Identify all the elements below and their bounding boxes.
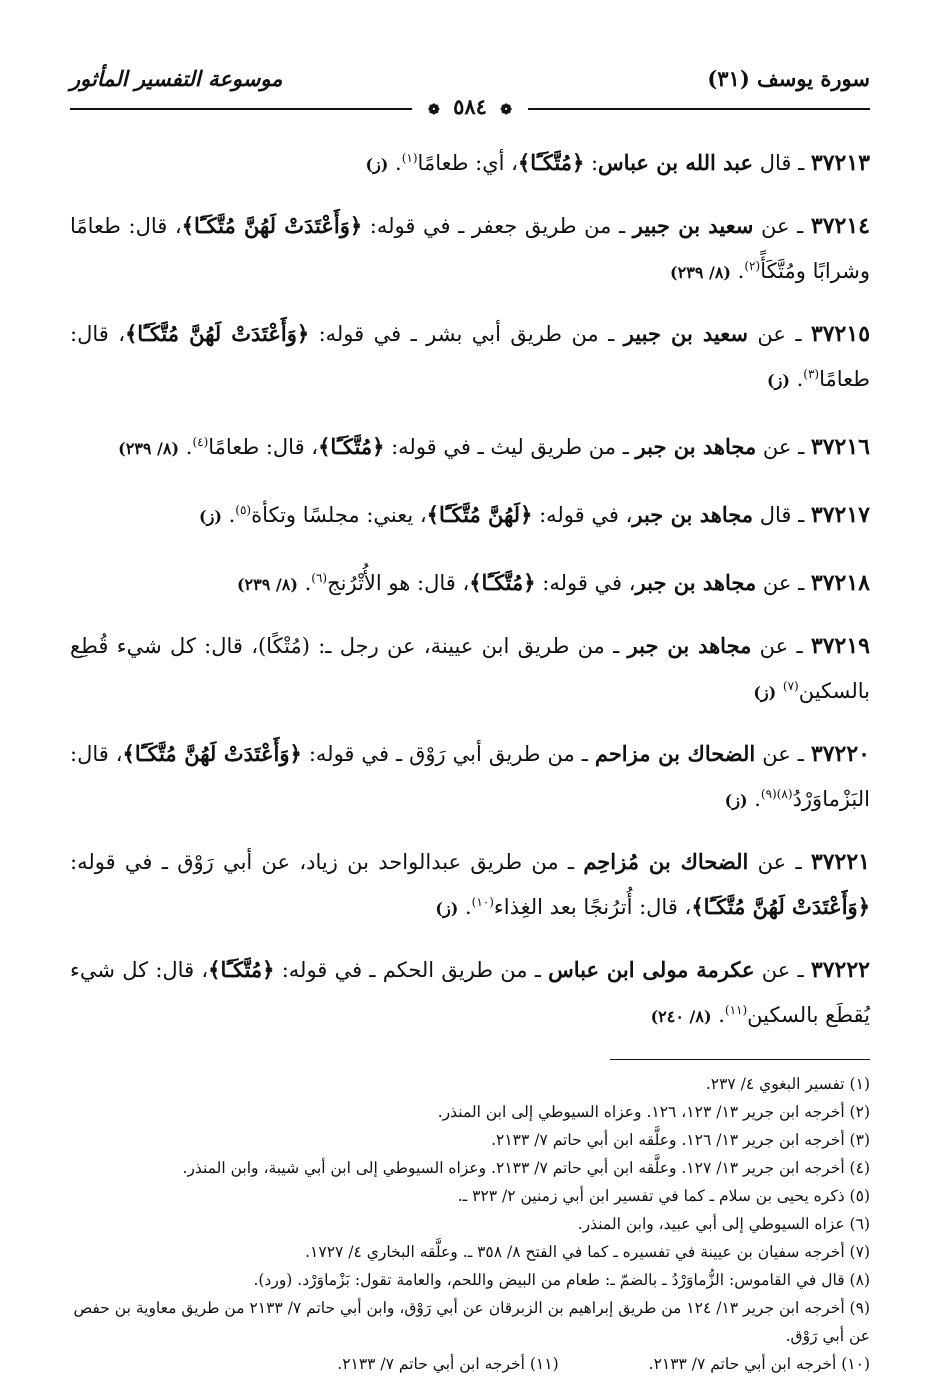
narrator-name: مجاهد بن جبر	[635, 570, 757, 595]
narration-entry	[70, 490, 870, 537]
narrator-name: سعيد بن جبير	[632, 213, 754, 238]
quran-quote: ﴿وَأَعْتَدَتْ لَهُنَّ مُتَّكَـًٔا﴾	[691, 894, 870, 919]
footnote: (٢) أخرجه ابن جرير ١٣/ ١٢٣، ١٢٦. وعزاه السيوطي إلى ابن المنذر.	[437, 1103, 870, 1121]
narration-text: ـ عن	[748, 850, 811, 874]
narration-number: ٣٧٢١٧	[810, 502, 870, 528]
narration-text: ، قال: البَزْماوَرْدُ	[70, 742, 870, 811]
narration-text: .	[297, 571, 312, 595]
narration-number: ٣٧٢١٥	[810, 321, 871, 347]
narration-entry	[70, 842, 870, 929]
narration-text: ـ من طريق جعفر ـ في قوله:	[362, 214, 633, 238]
narration-number: ٣٧٢١٦	[810, 434, 870, 460]
footnote: (١٠) أخرجه ابن أبي حاتم ٧/ ٢١٣٣.	[648, 1355, 870, 1373]
narration-text: ، قال: طعامًا	[208, 435, 319, 459]
sura-title: سورة يوسف (٣١)	[707, 66, 870, 91]
narration-text: ـ عن	[751, 634, 811, 658]
narration-text: ـ من طريق عبدالواحد بن زياد، عن أبي رَوْق ـ في قوله:	[70, 850, 584, 874]
narration-text: ، في قوله:	[532, 503, 633, 527]
quran-quote: ﴿مُتَّكَـًٔا﴾	[318, 434, 385, 459]
page-number: ٥٨٤	[453, 94, 487, 119]
narration-text	[776, 679, 783, 703]
narration-text: .	[711, 1003, 725, 1027]
quran-quote: ﴿لَهُنَّ مُتَّكَـًٔا﴾	[426, 502, 533, 527]
narration-text: .	[221, 503, 236, 527]
narration-entry	[70, 422, 870, 469]
footnote: (٤) أخرجه ابن جرير ١٣/ ١٢٧. وعلَّقه ابن أبي حاتم ٧/ ٢١٣٣. وعزاه السيوطي إلى ابن أبي شيبة، وابن المنذر.	[182, 1159, 870, 1177]
narration-text: ـ عن	[754, 958, 811, 982]
narrations-list	[70, 138, 870, 1037]
footnote-ref[interactable]: (٧)	[782, 679, 799, 693]
page-number-block	[412, 94, 528, 119]
book-title: موسوعة التفسير المأثور	[70, 66, 283, 91]
narration-text: .	[388, 151, 402, 175]
footnote: (٥) ذكره يحيى بن سلام ـ كما في تفسير ابن أبي زمنين ٢/ ٣٢٣ ـ.	[457, 1187, 870, 1205]
narration-number: ٣٧٢١٩	[810, 633, 870, 659]
footnote-ref[interactable]: (٥)	[235, 503, 252, 517]
narration-text: ـ من طريق ابن عيينة، عن رجل ـ: (مُتْكًا)، قال: كل شيء قُطِع بالسكين	[70, 634, 870, 703]
quran-quote: ﴿وَأَعْتَدَتْ لَهُنَّ مُتَّكَـًٔا﴾	[124, 321, 310, 346]
source-ref: (٨/ ٢٤٠)	[650, 1007, 712, 1026]
quran-quote: ﴿وَأَعْتَدَتْ لَهُنَّ مُتَّكَـًٔا﴾	[122, 741, 302, 766]
page	[70, 62, 871, 1373]
narration-number: ٣٧٢١٨	[810, 570, 870, 596]
footnote-divider	[610, 1059, 870, 1060]
source-ref: (ز)	[365, 155, 389, 174]
narration-number: ٣٧٢١٣	[810, 150, 870, 176]
narrator-name: الضحاك بن مُزاحِم	[583, 849, 749, 874]
narration-entry	[70, 138, 870, 185]
narration-entry	[70, 558, 870, 605]
narration-text: ـ من طريق ليث ـ في قوله:	[384, 435, 636, 459]
footnote-row	[70, 1350, 870, 1378]
footnotes	[70, 1070, 870, 1378]
ornament-icon: ❁	[428, 102, 440, 118]
narration-text: ـ من طريق أبي رَوْق ـ في قوله:	[301, 742, 595, 766]
narrator-name: مجاهد بن جبر	[627, 633, 752, 658]
narration-text: ـ عن	[747, 322, 811, 346]
narration-text: .	[458, 895, 472, 919]
narration-number: ٣٧٢٢١	[810, 849, 870, 875]
footnote: (٣) أخرجه ابن جرير ١٣/ ١٢٦. وعلَّقه ابن أبي حاتم ٧/ ٢١٣٣.	[491, 1131, 870, 1149]
footnote: (١١) أخرجه ابن أبي حاتم ٧/ ٢١٣٣.	[337, 1355, 559, 1373]
narration-text: ، قال: أُترُنجًا بعد الغِذاء	[493, 895, 692, 919]
narration-text: ـ من طريق الحكم ـ في قوله:	[274, 958, 549, 982]
narrator-name: سعيد بن جبير	[623, 321, 748, 346]
source-ref: (٨/ ٢٣٩)	[118, 439, 180, 458]
narrator-name: مجاهد بن جبر	[632, 502, 754, 527]
source-ref: (ز)	[199, 507, 222, 526]
source-ref: (ز)	[753, 683, 777, 702]
narration-text: ، في قوله:	[535, 571, 636, 595]
quran-quote: ﴿وَأَعْتَدَتْ لَهُنَّ مُتَّكَـًٔا﴾	[181, 213, 363, 238]
narration-text: ـ قال	[753, 503, 811, 527]
source-ref: (ز)	[724, 791, 748, 810]
footnote: (١) تفسير البغوي ٤/ ٢٣٧.	[705, 1075, 870, 1093]
narration-text: ـ عن	[756, 435, 811, 459]
narration-number: ٣٧٢٢٢	[810, 957, 870, 983]
narration-text: ـ من طريق أبي بشر ـ في قوله:	[309, 322, 624, 346]
source-ref: (ز)	[767, 371, 790, 390]
source-ref: (ز)	[435, 899, 459, 918]
source-ref: (٨/ ٢٣٩)	[670, 263, 731, 282]
footnote-ref[interactable]: (٣)	[803, 367, 820, 381]
quran-quote: ﴿مُتَّكَـًٔا﴾	[517, 150, 585, 175]
narrator-name: مجاهد بن جبر	[635, 434, 757, 459]
footnote-ref[interactable]: (٨)(٩)	[760, 787, 793, 801]
footnote-ref[interactable]: (٢)	[744, 259, 761, 273]
quran-quote: ﴿مُتَّكَـًٔا﴾	[469, 570, 536, 595]
narrator-name: عبد الله بن عباس	[598, 150, 754, 175]
narration-text: ، أي: طعامًا	[417, 151, 518, 175]
narration-text: .	[789, 367, 804, 391]
footnote: (٩) أخرجه ابن جرير ١٣/ ١٢٤ من طريق إبراهيم بن الزبرقان عن أبي رَوْق، وابن أبي حاتم ٧/ ٢١٣٣ من طريق معاوية بن حفص عن أبي رَوْق.	[73, 1299, 870, 1345]
narration-entry	[70, 734, 870, 821]
narration-text: ، قال: هو الأُتْرُنج	[327, 571, 470, 595]
narration-text: ، قال: كل شيء يُقطَع بالسكين	[70, 958, 870, 1027]
narration-text: ـ قال	[753, 151, 811, 175]
narration-text: :	[584, 151, 599, 175]
narrator-name: الضحاك بن مزاحم	[594, 741, 756, 766]
narration-entry	[70, 950, 870, 1037]
narration-text: .	[731, 259, 745, 283]
footnote-ref[interactable]: (٤)	[192, 435, 209, 449]
footnote: (٦) عزاه السيوطي إلى أبي عبيد، وابن المنذر.	[577, 1215, 870, 1233]
narration-number: ٣٧٢٢٠	[810, 741, 870, 767]
narration-text: ، قال: طعامًا وشرابًا ومُتَّكَأً	[70, 214, 870, 283]
narration-number: ٣٧٢١٤	[810, 213, 870, 239]
narration-entry	[70, 626, 870, 713]
narrator-name: عكرمة مولى ابن عباس	[548, 957, 755, 982]
narration-entry	[70, 206, 870, 293]
footnote: (٧) أخرجه سفيان بن عيينة في تفسيره ـ كما في الفتح ٨/ ٣٥٨ ـ. وعلَّقه البخاري ٤/ ١٧٢٧.	[305, 1243, 870, 1261]
narration-entry	[70, 314, 870, 401]
page-header	[70, 62, 870, 119]
narration-text: .	[179, 435, 193, 459]
narration-text: ـ عن	[753, 214, 811, 238]
footnote-ref[interactable]: (١١)	[724, 1003, 748, 1017]
narration-text: ، يعني: مجلسًا وتكأة	[251, 503, 427, 527]
footnote: (٨) قال في القاموس: الزُّماوَرْدُ ـ بالضمّ ـ: طعام من البيض واللحم، والعامة تقول: بَزْماوَرْد. (ورد).	[253, 1271, 870, 1289]
narration-text: ـ عن	[755, 742, 811, 766]
quran-quote: ﴿مُتَّكَـًٔا﴾	[208, 957, 275, 982]
ornament-icon: ❁	[500, 102, 512, 118]
source-ref: (٨/ ٢٣٩)	[236, 575, 298, 594]
narration-text: ، قال: طعامًا	[70, 322, 870, 391]
footnote-ref[interactable]: (١٠)	[471, 895, 494, 909]
footnote-ref[interactable]: (١)	[401, 151, 418, 165]
narration-text: ـ عن	[756, 571, 811, 595]
footnote-ref[interactable]: (٦)	[311, 571, 328, 585]
narration-text: .	[747, 787, 761, 811]
